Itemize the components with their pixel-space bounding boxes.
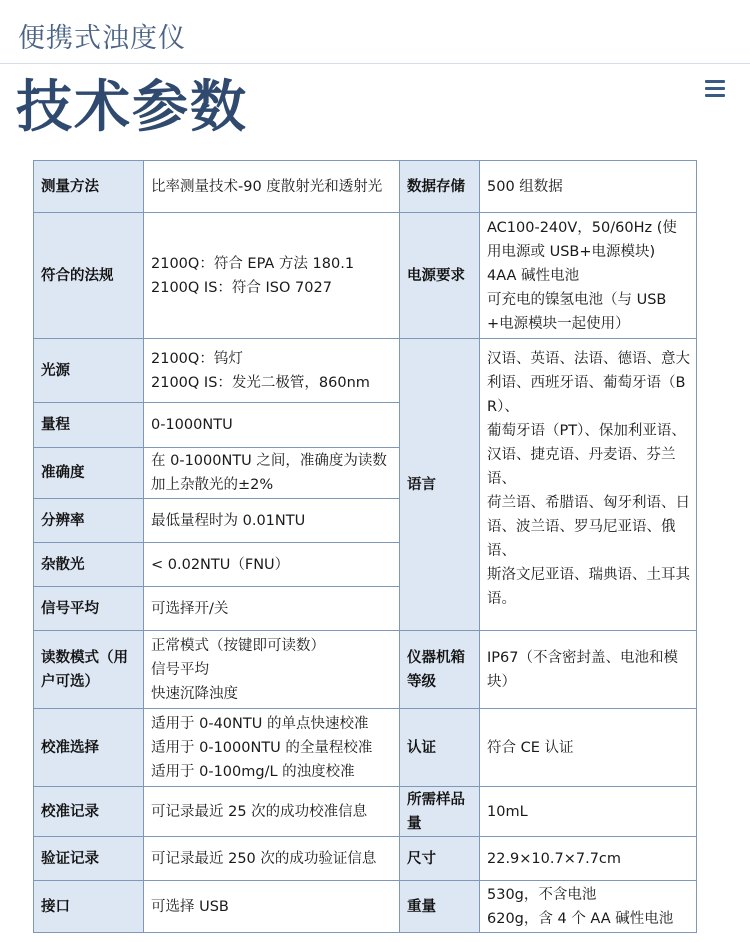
spec-label-dimensions: 尺寸	[400, 837, 480, 881]
spec-value-compliance	[144, 213, 400, 339]
light-source-line: 2100Q：钨灯	[151, 350, 243, 367]
spec-label-range: 量程	[34, 403, 144, 448]
table-row	[34, 881, 697, 933]
spec-label-signal-average: 信号平均	[34, 587, 144, 631]
spec-value-enclosure: IP67（不含密封盖、电池和模块）	[480, 631, 697, 709]
spec-value-range: 0-1000NTU	[144, 403, 400, 448]
calibration-option-line: 适用于 0-40NTU 的单点快速校准	[151, 715, 369, 732]
spec-value-resolution: 最低量程时为 0.01NTU	[144, 499, 400, 543]
spec-label-read-mode: 读数模式（用户可选）	[34, 631, 144, 709]
spec-label-data-storage: 数据存储	[400, 161, 480, 213]
spec-label-light-source: 光源	[34, 339, 144, 403]
light-source-line: 2100Q IS：发光二极管，860nm	[151, 374, 370, 391]
spec-value-interface: 可选择 USB	[144, 881, 400, 933]
spec-label-power: 电源要求	[400, 213, 480, 339]
spec-value-stray-light: < 0.02NTU（FNU）	[144, 543, 400, 587]
spec-value-light-source	[144, 339, 400, 403]
power-line: 可充电的镍氢电池（与 USB+电源模块一起使用）	[487, 291, 667, 332]
spec-label-sample-required: 所需样品量	[400, 787, 480, 837]
calibration-option-line: 适用于 0-1000NTU 的全量程校准	[151, 739, 373, 756]
table-row	[34, 787, 697, 837]
spec-value-dimensions: 22.9×10.7×7.7cm	[480, 837, 697, 881]
spec-value-verification-log: 可记录最近 250 次的成功验证信息	[144, 837, 400, 881]
spec-label-resolution: 分辨率	[34, 499, 144, 543]
spec-value-accuracy: 在 0-1000NTU 之间，准确度为读数加上杂散光的±2%	[144, 448, 400, 499]
spec-value-certification: 符合 CE 认证	[480, 709, 697, 787]
table-row	[34, 213, 697, 339]
spec-value-sample-required: 10mL	[480, 787, 697, 837]
table-row	[34, 709, 697, 787]
weight-line: 620g，含 4 个 AA 碱性电池	[487, 910, 674, 927]
spec-table	[33, 160, 697, 933]
spec-label-verification-log: 验证记录	[34, 837, 144, 881]
spec-label-stray-light: 杂散光	[34, 543, 144, 587]
language-line: 斯洛文尼亚语、瑞典语、土耳其语。	[487, 567, 690, 607]
spec-label-interface: 接口	[34, 881, 144, 933]
spec-value-read-mode	[144, 631, 400, 709]
hamburger-menu-icon[interactable]	[705, 80, 725, 98]
spec-value-calibration-options	[144, 709, 400, 787]
table-row	[34, 837, 697, 881]
read-mode-line: 正常模式（按键即可读数）	[151, 637, 325, 654]
read-mode-line: 信号平均	[151, 661, 209, 678]
calibration-option-line: 适用于 0-100mg/L 的浊度校准	[151, 763, 355, 780]
spec-value-measurement-method: 比率测量技术-90 度散射光和透射光	[144, 161, 400, 213]
spec-label-compliance: 符合的法规	[34, 213, 144, 339]
spec-label-calibration-options: 校准选择	[34, 709, 144, 787]
spec-label-weight: 重量	[400, 881, 480, 933]
spec-label-certification: 认证	[400, 709, 480, 787]
spec-label-language: 语言	[400, 339, 480, 631]
header-bar	[0, 0, 750, 64]
power-line: 4AA 碱性电池	[487, 267, 580, 284]
compliance-line: 2100Q IS：符合 ISO 7027	[151, 279, 332, 296]
compliance-line: 2100Q：符合 EPA 方法 180.1	[151, 255, 355, 272]
spec-value-power	[480, 213, 697, 339]
page-title: 技术参数	[16, 75, 248, 140]
spec-label-measurement-method: 测量方法	[34, 161, 144, 213]
spec-value-weight	[480, 881, 697, 933]
power-line: AC100-240V，50/60Hz (使用电源或 USB+电源模块)	[487, 219, 677, 260]
language-line: 葡萄牙语（PT）、保加利亚语、汉语、捷克语、丹麦语、芬兰语、	[487, 423, 686, 487]
spec-value-language	[480, 339, 697, 631]
spec-label-accuracy: 准确度	[34, 448, 144, 499]
site-title[interactable]: 便携式浊度仪	[18, 23, 186, 54]
table-row	[34, 339, 697, 403]
spec-value-signal-average: 可选择开/关	[144, 587, 400, 631]
spec-value-data-storage: 500 组数据	[480, 161, 697, 213]
weight-line: 530g，不含电池	[487, 886, 597, 903]
spec-label-calibration-log: 校准记录	[34, 787, 144, 837]
spec-label-enclosure: 仪器机箱等级	[400, 631, 480, 709]
read-mode-line: 快速沉降浊度	[151, 685, 238, 702]
language-line: 汉语、英语、法语、德语、意大利语、西班牙语、葡萄牙语（BR）、	[487, 351, 690, 415]
language-line: 荷兰语、希腊语、匈牙利语、日语、波兰语、罗马尼亚语、俄语、	[487, 495, 690, 559]
spec-value-calibration-log: 可记录最近 25 次的成功校准信息	[144, 787, 400, 837]
table-row	[34, 631, 697, 709]
table-row	[34, 161, 697, 213]
